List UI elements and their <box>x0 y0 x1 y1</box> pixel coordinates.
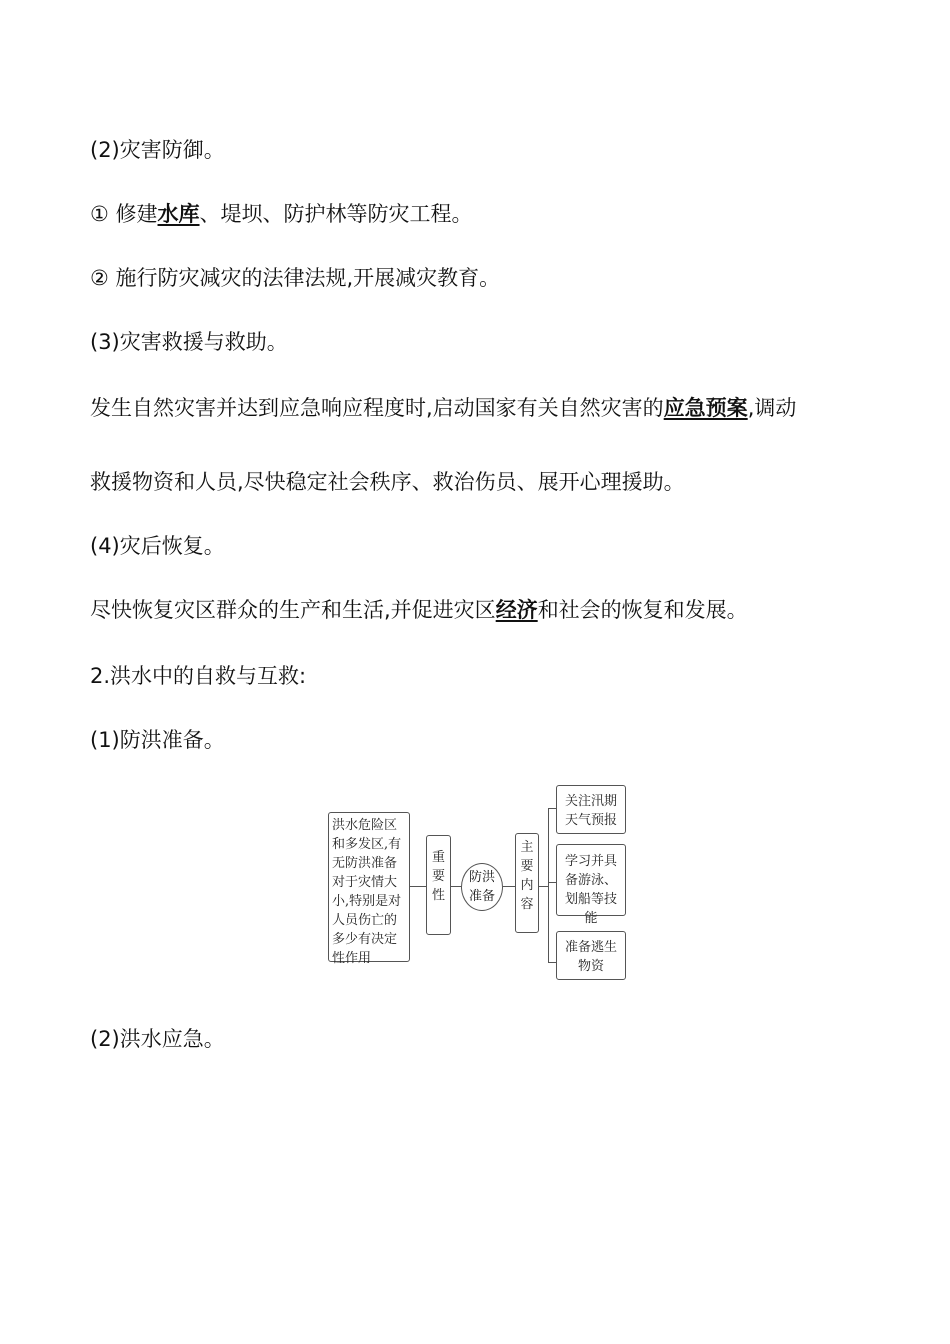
branch-connector-2 <box>548 882 556 883</box>
heading-disaster-defense: (2)灾害防御。 <box>90 138 225 162</box>
flood-preparation-diagram <box>320 780 640 990</box>
defense-item-1-suffix: 、堤坝、防护林等防灾工程。 <box>199 202 473 226</box>
content-item-weather-text: 关注汛期天气预报 <box>564 794 617 828</box>
branch-connector-1 <box>548 808 556 809</box>
defense-item-2: ② 施行防灾减灾的法律法规,开展减灾教育。 <box>90 266 501 290</box>
recovery-text-suffix: 和社会的恢复和发展。 <box>537 598 748 622</box>
content-item-weather <box>556 785 626 834</box>
importance-label-box <box>426 835 451 935</box>
rescue-paragraph-line-2: 救援物资和人员,尽快稳定社会秩序、救治伤员、展开心理援助。 <box>90 470 685 494</box>
connector-importance-to-center <box>451 886 461 887</box>
center-node-oval <box>461 863 503 911</box>
defense-item-1 <box>90 200 473 228</box>
branch-vertical-line <box>548 808 549 962</box>
connector-desc-to-importance <box>410 886 426 887</box>
keyword-reservoir: 水库 <box>157 202 200 226</box>
content-label-box <box>515 833 539 933</box>
content-label: 主要内容 <box>520 840 534 912</box>
importance-description: 洪水危险区和多发区,有无防洪准备对于灾情大小,特别是对人员伤亡的多少有决定性作用 <box>332 818 402 966</box>
keyword-economy: 经济 <box>495 598 538 622</box>
heading-post-disaster-recovery: (4)灾后恢复。 <box>90 534 225 558</box>
importance-label: 重要性 <box>431 850 445 903</box>
keyword-emergency-plan: 应急预案 <box>663 396 748 420</box>
rescue-text-prefix: 发生自然灾害并达到应急响应程度时,启动国家有关自然灾害的 <box>90 396 664 420</box>
importance-description-box <box>328 812 410 966</box>
content-item-supplies-text: 准备逃生物资 <box>565 940 618 974</box>
heading-rescue-relief: (3)灾害救援与救助。 <box>90 330 288 354</box>
heading-flood-preparation: (1)防洪准备。 <box>90 728 225 752</box>
defense-item-1-prefix: ① 修建 <box>90 202 158 226</box>
content-item-supplies <box>556 931 626 980</box>
content-item-skills-text: 学习并具备游泳、划船等技能 <box>564 854 617 926</box>
branch-connector-3 <box>548 962 556 963</box>
heading-flood-emergency: (2)洪水应急。 <box>90 1027 225 1051</box>
recovery-paragraph <box>90 596 748 624</box>
rescue-paragraph-line-1 <box>90 394 796 422</box>
center-node-label: 防洪准备 <box>468 870 495 904</box>
heading-flood-self-rescue: 2.洪水中的自救与互救: <box>90 664 307 688</box>
connector-center-to-content <box>503 886 515 887</box>
recovery-text-prefix: 尽快恢复灾区群众的生产和生活,并促进灾区 <box>90 598 496 622</box>
rescue-text-suffix: ,调动 <box>747 396 797 420</box>
content-item-skills <box>556 844 626 926</box>
